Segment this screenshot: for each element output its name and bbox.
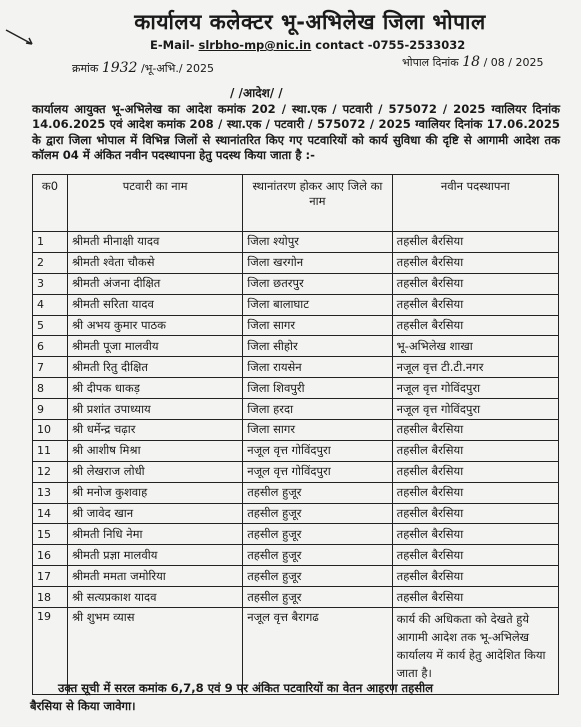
table-row xyxy=(33,482,559,503)
new-posting-cell: तहसील बैरसिया xyxy=(392,273,558,294)
name-cell: श्रीमती रितु दीक्षित xyxy=(67,357,242,378)
new-posting-cell: नजूल वृत्त गोविंदपुरा xyxy=(392,378,558,399)
new-posting-cell: तहसील बैरसिया xyxy=(392,232,558,253)
patwari-table xyxy=(32,174,559,695)
serial-cell: 18 xyxy=(33,587,68,608)
table-row xyxy=(33,336,559,357)
from-district-cell: तहसील हुजूर xyxy=(243,545,392,566)
header-name: पटवारी का नाम xyxy=(67,175,242,232)
serial-cell: 17 xyxy=(33,566,68,587)
order-text: कार्यालय आयुक्त भू-अभिलेख का आदेश कमांक 202 / स्था.एक / पटवारी / 575072 / 2025 ग्वालियर दिनांक 14.06.2025 एवं आदेश कमांक 208 / स्था.एक / पटवारी / 575072 / 2025 ग्वालियर दिनांक 17.06.2025 के द्वारा जिला भोपाल में विभिन्न जिलों से स्थानांतरित किए गए पटवारियों को कार्य सुविधा की दृष्टि से आगामी आदेश तक कॉलम 04 में अंकित नवीन पदस्थापना हेतु पदस्थ किया जाता है :- xyxy=(32,102,560,163)
letter-date xyxy=(402,54,543,70)
table-header-row xyxy=(33,175,559,232)
name-cell: श्रीमती श्वेता चौकसे xyxy=(67,252,242,273)
new-posting-cell: कार्य की अधिकता को देखते हुये आगामी आदेश तक भू-अभिलेख कार्यालय में कार्य हेतु आदेशित किया जाता है। xyxy=(392,608,558,695)
new-posting-cell: तहसील बैरसिया xyxy=(392,566,558,587)
from-district-cell: नजूल वृत्त गोविंदपुरा xyxy=(243,461,392,482)
table-row xyxy=(33,273,559,294)
contact-line xyxy=(150,38,465,52)
from-district-cell: जिला छतरपुर xyxy=(243,273,392,294)
table-row xyxy=(33,252,559,273)
from-district-cell: जिला शिवपुरी xyxy=(243,378,392,399)
table-row xyxy=(33,232,559,253)
from-district-cell: जिला खरगोन xyxy=(243,252,392,273)
table-row xyxy=(33,378,559,399)
name-cell: श्री दीपक धाकड़ xyxy=(67,378,242,399)
serial-cell: 6 xyxy=(33,336,68,357)
footer-line-2: बैरसिया से किया जावेगा। xyxy=(30,699,136,713)
table-row xyxy=(33,524,559,545)
letter-number-handwritten: 1932 xyxy=(101,60,138,76)
name-cell: श्री धर्मेन्द्र चढ़ार xyxy=(67,420,242,441)
new-posting-cell: तहसील बैरसिया xyxy=(392,294,558,315)
name-cell: श्री शुभम व्यास xyxy=(67,608,242,695)
new-posting-cell: नजूल वृत्त टी.टी.नगर xyxy=(392,357,558,378)
serial-cell: 15 xyxy=(33,524,68,545)
table-row xyxy=(33,587,559,608)
name-cell: श्रीमती प्रज्ञा मालवीय xyxy=(67,545,242,566)
serial-cell: 10 xyxy=(33,420,68,441)
from-district-cell: तहसील हुजूर xyxy=(243,566,392,587)
new-posting-cell: तहसील बैरसिया xyxy=(392,503,558,524)
new-posting-cell: तहसील बैरसिया xyxy=(392,461,558,482)
table-row xyxy=(33,503,559,524)
new-posting-cell: तहसील बैरसिया xyxy=(392,482,558,503)
from-district-cell: जिला रायसेन xyxy=(243,357,392,378)
name-cell: श्री मनोज कुशवाह xyxy=(67,482,242,503)
name-cell: श्री अभय कुमार पाठक xyxy=(67,315,242,336)
serial-cell: 3 xyxy=(33,273,68,294)
date-day-handwritten: 18 xyxy=(462,54,481,70)
handwritten-arrow-icon xyxy=(4,26,36,48)
serial-cell: 13 xyxy=(33,482,68,503)
letter-prefix: क्रमांक xyxy=(72,62,99,75)
name-cell: श्रीमती निधि नेमा xyxy=(67,524,242,545)
serial-cell: 5 xyxy=(33,315,68,336)
date-prefix: भोपाल दिनांक xyxy=(402,56,459,69)
serial-cell: 19 xyxy=(33,608,68,695)
from-district-cell: नजूल वृत्त गोविंदपुरा xyxy=(243,440,392,461)
new-posting-cell: तहसील बैरसिया xyxy=(392,252,558,273)
table-row xyxy=(33,566,559,587)
header-from-district: स्थानांतरण होकर आए जिले का नाम xyxy=(243,175,392,232)
table-row xyxy=(33,420,559,441)
header-new-posting: नवीन पदस्थापना xyxy=(392,175,558,232)
serial-cell: 11 xyxy=(33,440,68,461)
new-posting-cell: तहसील बैरसिया xyxy=(392,420,558,441)
name-cell: श्रीमती ममता जमोरिया xyxy=(67,566,242,587)
date-suffix: / 08 / 2025 xyxy=(483,56,544,69)
letter-suffix: /भू-अभि./ 2025 xyxy=(140,62,215,75)
name-cell: श्री सत्यप्रकाश यादव xyxy=(67,587,242,608)
new-posting-cell: तहसील बैरसिया xyxy=(392,524,558,545)
new-posting-cell: नजूल वृत्त गोविंदपुरा xyxy=(392,399,558,420)
serial-cell: 8 xyxy=(33,378,68,399)
from-district-cell: जिला सागर xyxy=(243,315,392,336)
new-posting-cell: तहसील बैरसिया xyxy=(392,315,558,336)
name-cell: श्री लेखराज लोधी xyxy=(67,461,242,482)
name-cell: श्रीमती सरिता यादव xyxy=(67,294,242,315)
from-district-cell: जिला श्योपुर xyxy=(243,232,392,253)
email-label: E-Mail- xyxy=(150,38,195,52)
from-district-cell: तहसील हुजूर xyxy=(243,482,392,503)
from-district-cell: तहसील हुजूर xyxy=(243,524,392,545)
table-row xyxy=(33,545,559,566)
letter-number xyxy=(72,60,214,76)
contact-number: contact -0755-2533032 xyxy=(315,38,466,52)
serial-cell: 1 xyxy=(33,232,68,253)
new-posting-cell: तहसील बैरसिया xyxy=(392,440,558,461)
table-row xyxy=(33,399,559,420)
serial-cell: 9 xyxy=(33,399,68,420)
serial-cell: 4 xyxy=(33,294,68,315)
serial-cell: 12 xyxy=(33,461,68,482)
from-district-cell: जिला हरदा xyxy=(243,399,392,420)
new-posting-cell: भू-अभिलेख शाखा xyxy=(392,336,558,357)
from-district-cell: नजूल वृत्त बैरागढ xyxy=(243,608,392,695)
table-row xyxy=(33,294,559,315)
new-posting-cell: तहसील बैरसिया xyxy=(392,545,558,566)
name-cell: श्रीमती अंजना दीक्षित xyxy=(67,273,242,294)
from-district-cell: जिला सागर xyxy=(243,420,392,441)
serial-cell: 7 xyxy=(33,357,68,378)
from-district-cell: जिला बालाघाट xyxy=(243,294,392,315)
serial-cell: 2 xyxy=(33,252,68,273)
name-cell: श्री प्रशांत उपाध्याय xyxy=(67,399,242,420)
table-row xyxy=(33,357,559,378)
table-row xyxy=(33,461,559,482)
from-district-cell: तहसील हुजूर xyxy=(243,587,392,608)
header-serial: क0 xyxy=(33,175,68,232)
name-cell: श्री आशीष मिश्रा xyxy=(67,440,242,461)
table-row xyxy=(33,440,559,461)
office-title: कार्यालय कलेक्टर भू-अभिलेख जिला भोपाल xyxy=(134,10,486,34)
from-district-cell: जिला सीहोर xyxy=(243,336,392,357)
from-district-cell: तहसील हुजूर xyxy=(243,503,392,524)
serial-cell: 16 xyxy=(33,545,68,566)
name-cell: श्रीमती मीनाक्षी यादव xyxy=(67,232,242,253)
order-heading: / /आदेश/ / xyxy=(230,86,283,100)
serial-cell: 14 xyxy=(33,503,68,524)
table-row xyxy=(33,315,559,336)
footer-line-1: उक्त सूची में सरल कमांक 6,7,8 एवं 9 पर अंकित पटवारियों का वेतन आहरण तहसील xyxy=(58,681,433,695)
name-cell: श्रीमती पूजा मालवीय xyxy=(67,336,242,357)
footer-note xyxy=(30,679,560,715)
email-link[interactable]: slrbho-mp@nic.in xyxy=(198,38,312,52)
name-cell: श्री जावेद खान xyxy=(67,503,242,524)
new-posting-cell: तहसील बैरसिया xyxy=(392,587,558,608)
